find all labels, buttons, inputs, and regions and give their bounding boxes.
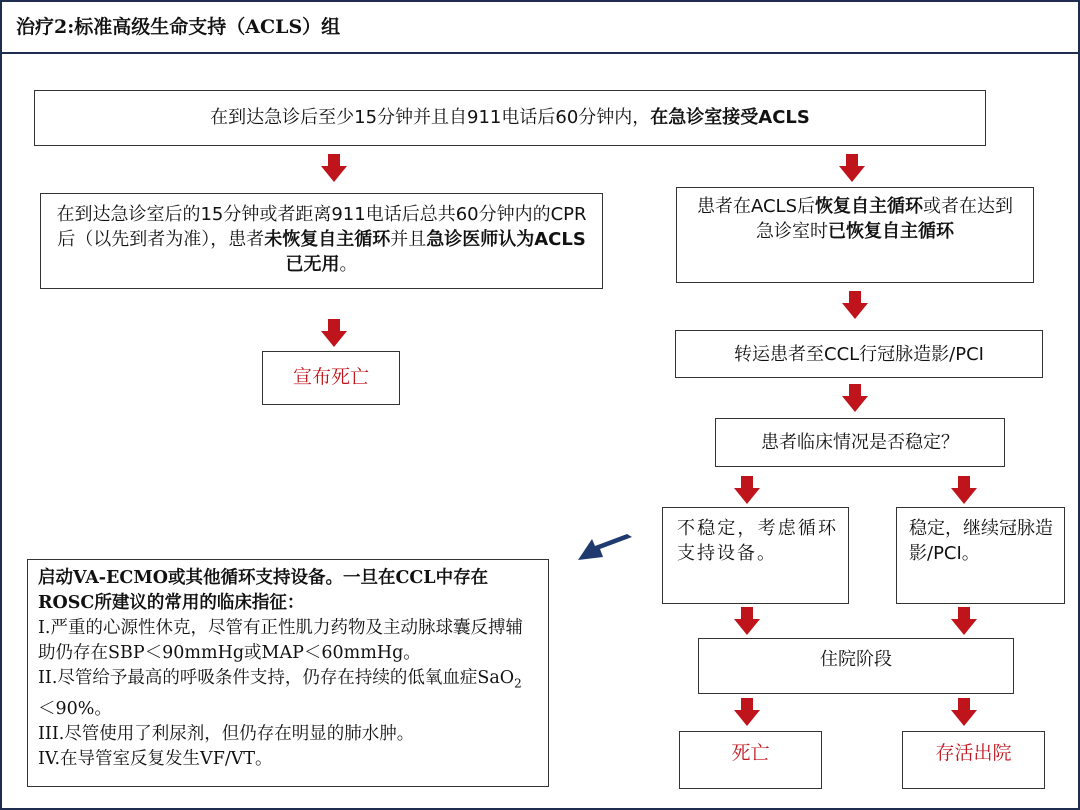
arrow-down-left-icon [578,527,632,567]
rosc-text [689,194,1021,244]
death-text: 死亡 [731,742,770,764]
unstable-box [662,507,849,604]
transfer-text: 转运患者至CCL行冠脉造影/PCI [734,344,984,365]
ecmo-item-4: IV.在导管室反复发生VF/VT。 [38,748,273,769]
arrow-down-icon [734,698,760,726]
stability-question-text: 患者临床情况是否稳定？ [761,432,959,453]
arrow-down-icon [321,154,347,182]
no-rosc-box [40,193,603,289]
arrow-down-icon [734,476,760,504]
hospital-stage-text: 住院阶段 [820,649,892,670]
arrow-down-icon [951,698,977,726]
arrow-down-icon [951,607,977,635]
survive-box [902,731,1045,789]
no-rosc-part2: 未恢复自主循环 [264,229,391,250]
ecmo-criteria-text [38,566,538,772]
hospital-stage-box [698,638,1014,694]
top-box-text [35,105,985,130]
ecmo-item-2a: II.尽管给予最高的呼吸条件支持，仍存在持续的低氧血症SaO [38,668,515,688]
ecmo-criteria-box [27,559,549,787]
stable-box [896,507,1065,604]
arrow-down-icon [842,291,868,319]
no-rosc-part4: 急诊医师认为ACLS已无用 [285,229,586,275]
arrow-down-icon [842,384,868,412]
declare-death-text: 宣布死亡 [292,366,369,388]
ecmo-item-1: I.严重的心源性休克，尽管有正性肌力药物及主动脉球囊反搏辅助仍存在SBP＜90mmHg或MAP＜60mmHg。 [38,618,523,663]
ecmo-item-3: III.尽管使用了利尿剂，但仍存在明显的肺水肿。 [38,723,415,744]
no-rosc-part5: 。 [339,254,358,275]
survive-text: 存活出院 [935,742,1012,764]
rosc-part3: 或者在达到急诊室时 [756,196,1014,242]
unstable-text: 不稳定，考虑循环支持设备。 [677,518,838,564]
top-box [34,90,986,146]
stable-text: 稳定，继续冠脉造影/PCI。 [909,518,1053,564]
arrow-down-icon [321,319,347,347]
ecmo-item-2b: ＜90%。 [38,698,112,719]
arrow-down-icon [734,607,760,635]
arrow-down-icon [951,476,977,504]
declare-death-box [262,351,400,405]
rosc-box [676,187,1034,283]
ecmo-item-2-subscript: 2 [514,676,522,691]
top-box-normal: 在到达急诊后至少15分钟并且自911电话后60分钟内， [210,107,651,128]
death-box [679,731,822,789]
rosc-part4: 已恢复自主循环 [828,221,954,242]
rosc-part2: 恢复自主循环 [815,196,924,217]
ecmo-heading: 启动VA-ECMO或其他循环支持设备。一旦在CCL中存在ROSC所建议的常用的临床指征： [38,568,489,613]
page-title: 治疗2:标准高级生命支持（ACLS）组 [16,16,341,38]
stability-question-box [715,418,1005,467]
no-rosc-text [55,202,588,277]
no-rosc-part3: 并且 [390,229,427,250]
rosc-part1: 患者在ACLS后 [696,196,816,217]
title-bar [0,0,1080,54]
top-box-bold: 在急诊室接受ACLS [650,107,810,128]
no-rosc-part1: 在到达急诊室后的15分钟或者距离911电话后总共60分钟内的CPR后（以先到者为准），患者 [56,204,587,250]
transfer-box [675,330,1043,378]
arrow-down-icon [839,154,865,182]
